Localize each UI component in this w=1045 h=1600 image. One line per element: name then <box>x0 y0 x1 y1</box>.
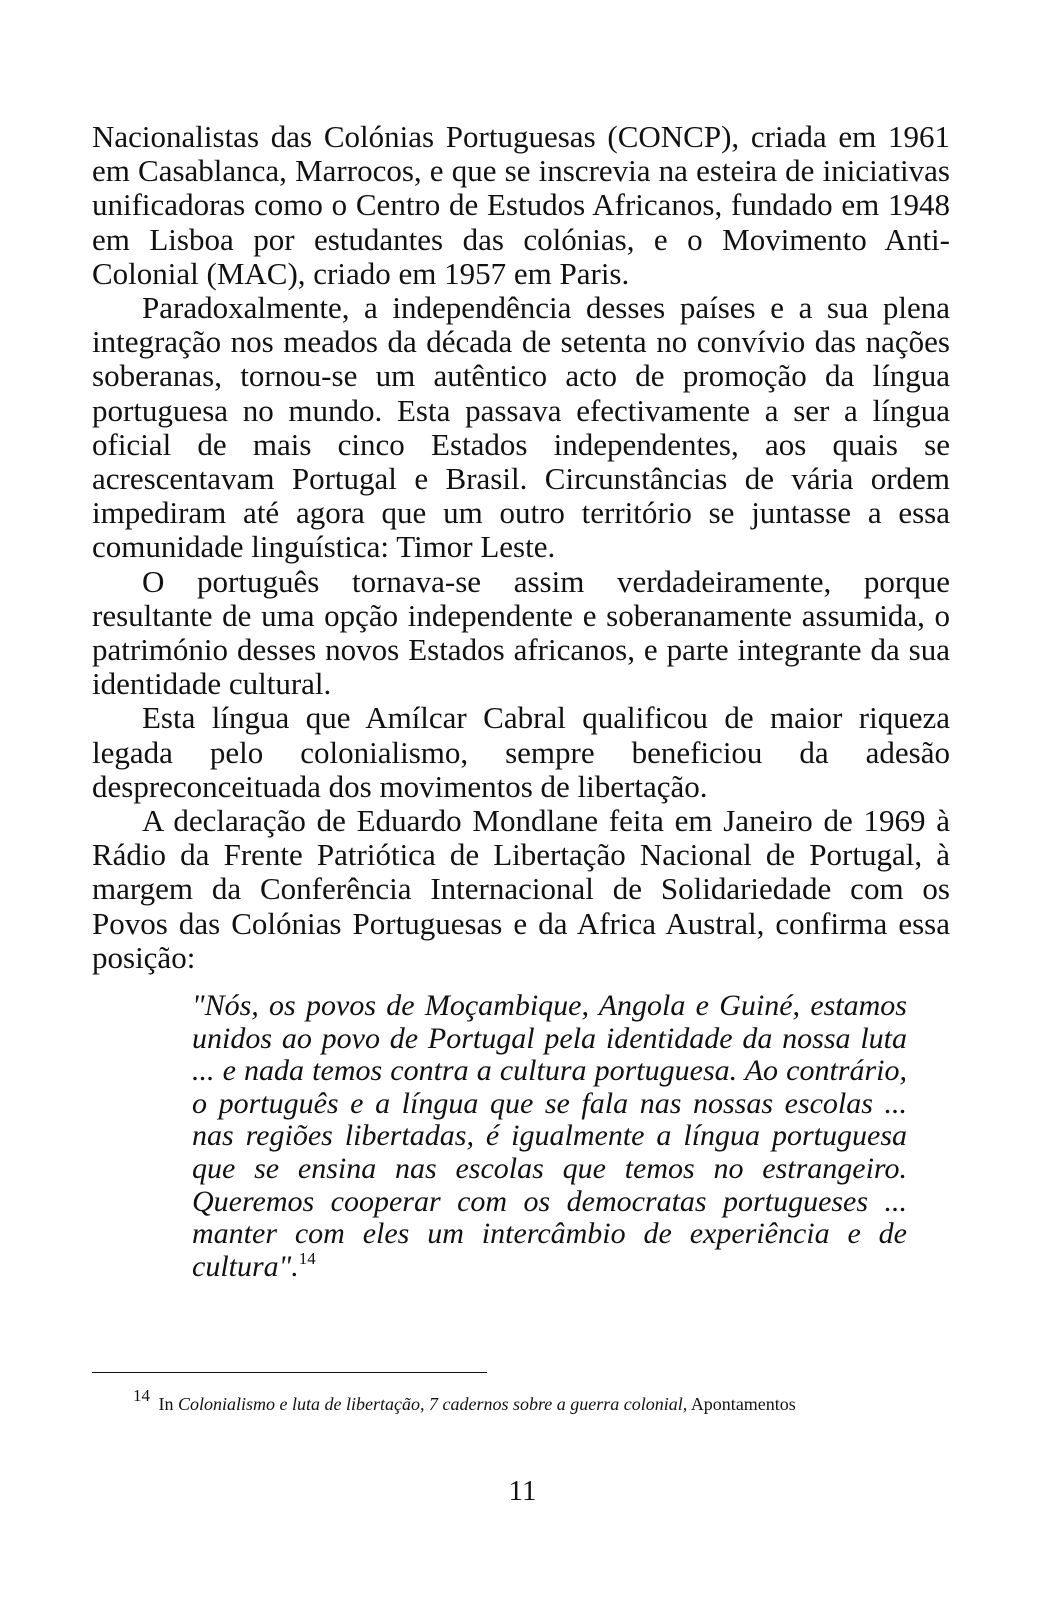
footnote-prefix: In <box>158 1394 174 1414</box>
paragraph: O português tornava-se assim verdadeiramente, porque resultante de uma opção independente e soberanamente assumida, o património desses novos Estados africanos, e parte integrante da sua identidade cultural. <box>92 563 950 702</box>
page-number: 11 <box>508 1475 537 1507</box>
paragraph: Paradoxalmente, a independência desses países e a sua plena integração nos meados da década de setenta no convívio das nações soberanas, tornou-se um autêntico acto de promoção da língua portuguesa no mundo. Esta passava efectivamente a ser a língua oficial de mais cinco Estados independentes, aos quais se acrescentavam Portugal e Brasil. Circunstâncias de vária ordem impediram até agora que um outro território se juntasse a essa comunidade linguística: Timor Leste. <box>92 290 950 565</box>
block-quote <box>192 990 907 1283</box>
footnote-suffix: Apontamentos <box>690 1394 796 1414</box>
body-text <box>92 120 950 975</box>
paragraph: Esta língua que Amílcar Cabral qualificou de maior riqueza legada pelo colonialismo, sempre beneficiou da adesão despreconceituada dos movimentos de libertação. <box>92 700 950 804</box>
quote-paragraph <box>192 990 907 1283</box>
paragraph: A declaração de Eduardo Mondlane feita em Janeiro de 1969 à Rádio da Frente Patriótica de Libertação Nacional de Portugal, à margem da Conferência Internacional de Solidariedade com os Povos das Colónias Portuguesas e da Africa Austral, confirma essa posição: <box>92 803 950 975</box>
footnote-source-title: Colonialismo e luta de libertação, 7 cadernos sobre a guerra colonial, <box>178 1394 688 1414</box>
footnote-divider <box>92 1372 487 1373</box>
footnote-reference[interactable]: 14 <box>298 1248 316 1268</box>
paragraph-continuation: Nacionalistas das Colónias Portuguesas (CONCP), criada em 1961 em Casablanca, Marrocos, e que se inscrevia na esteira de iniciativas unificadoras como o Centro de Estudos Africanos, fundado em 1948 em Lisboa por estudantes das colónias, e o Movimento Anti-Colonial (MAC), criado em 1957 em Paris. <box>92 119 950 291</box>
footnote-mark: 14 <box>133 1386 150 1405</box>
footnote <box>133 1386 953 1416</box>
quote-text: "Nós, os povos de Moçambique, Angola e Guiné, estamos unidos ao povo de Portugal pela identidade da nossa luta ... e nada temos contra a cultura portuguesa. Ao contrário, o português e a língua que se fala nas nossas escolas ... nas regiões libertadas, é igualmente a língua portuguesa que se ensina nas escolas que temos no estrangeiro. Queremos cooperar com os democratas portugueses ... manter com eles um intercâmbio de experiência e de cultura". <box>192 989 907 1283</box>
